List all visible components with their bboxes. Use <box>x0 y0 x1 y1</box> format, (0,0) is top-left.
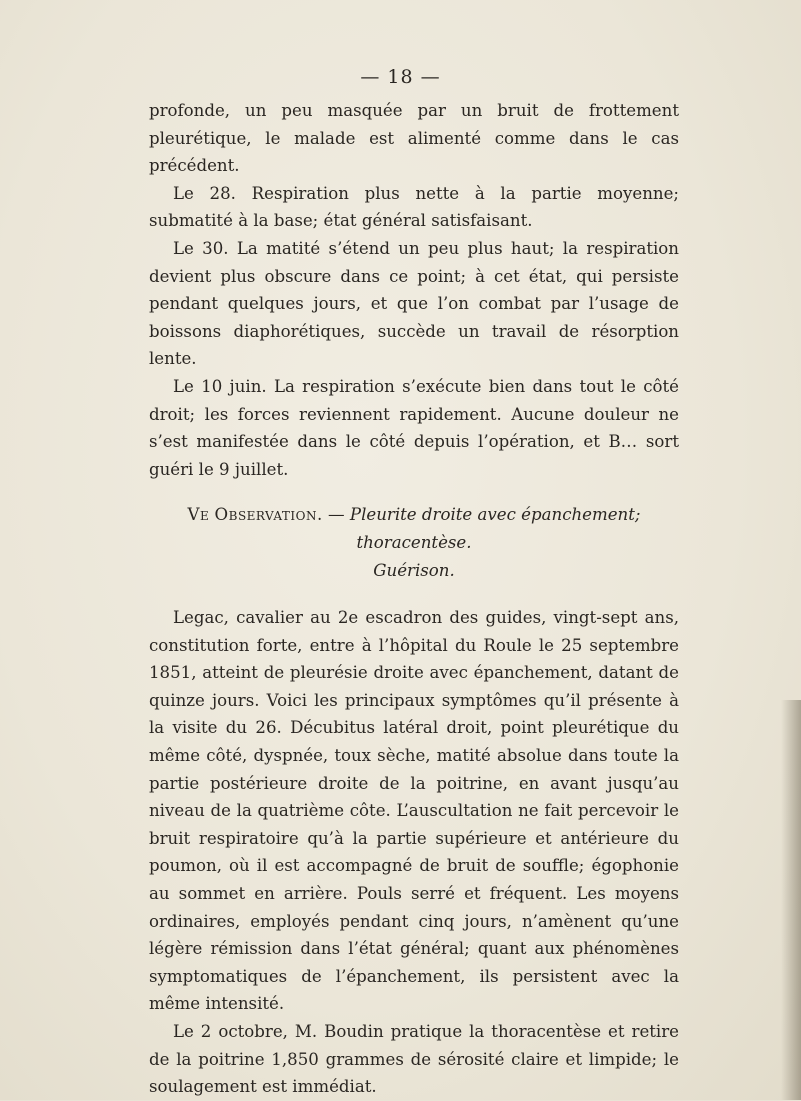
body-text <box>149 97 679 1101</box>
page-edge-shadow <box>781 700 801 1100</box>
observation-title: Pleurite droite avec épanchement; thoracentèse. <box>349 505 641 552</box>
page-number: — 18 — <box>360 66 441 88</box>
section-spacer <box>149 584 679 604</box>
paragraph-3: Le 30. La matité s’étend un peu plus haut; la respiration devient plus obscure dans ce point; à cet état, qui persiste pendant quelques jours, et que l’on combat par l’usage de boissons diaphorétiques, succède un travail de résorption lente. <box>149 238 679 369</box>
paragraph-2: Le 28. Respiration plus nette à la partie moyenne; submatité à la base; état général satisfaisant. <box>149 183 679 231</box>
paragraph-5: Legac, cavalier au 2e escadron des guides, vingt-sept ans, constitution forte, entre à l’hôpital du Roule le 25 septembre 1851, atteint de pleurésie droite avec épanchement, datant de quinze jours. Voici les principaux symptômes qu’il présente à la visite du 26. Décubitus latéral droit, point pleurétique du même côté, dyspnée, toux sèche, matité absolue dans toute la partie postérieure droite de la poitrine, en avant jusqu’au niveau de la quatrième côte. L’auscultation ne fait percevoir le bruit respiratoire qu’à la partie supérieure et antérieure du poumon, où il est accompagné de bruit de souffle; égophonie au sommet en arrière. Pouls serré et fréquent. Les moyens ordinaires, employés pendant cinq jours, n’amènent qu’une légère rémission dans l’état général; quant aux phénomènes symptomatiques de l’épanchement, ils persistent avec la même intensité. <box>149 608 679 1014</box>
paragraph-6: Le 2 octobre, M. Boudin pratique la thoracentèse et retire de la poitrine 1,850 grammes de sérosité claire et limpide; le soulagement est immédiat. <box>149 1022 679 1097</box>
paragraph-1: profonde, un peu masquée par un bruit de frottement pleurétique, le malade est alimenté comme dans le cas précédent. <box>149 101 679 176</box>
observation-label: Observation. <box>214 505 323 525</box>
observation-subtitle: Guérison. <box>373 560 455 580</box>
heading-dash: — <box>322 505 350 525</box>
paragraph-4: Le 10 juin. La respiration s’exécute bien dans tout le côté droit; les forces reviennent rapidement. Aucune douleur ne s’est manifestée dans le côté depuis l’opération, et B… sort guéri le 9 juillet. <box>149 376 679 479</box>
observation-number: Ve <box>187 505 210 525</box>
observation-heading <box>149 501 679 584</box>
